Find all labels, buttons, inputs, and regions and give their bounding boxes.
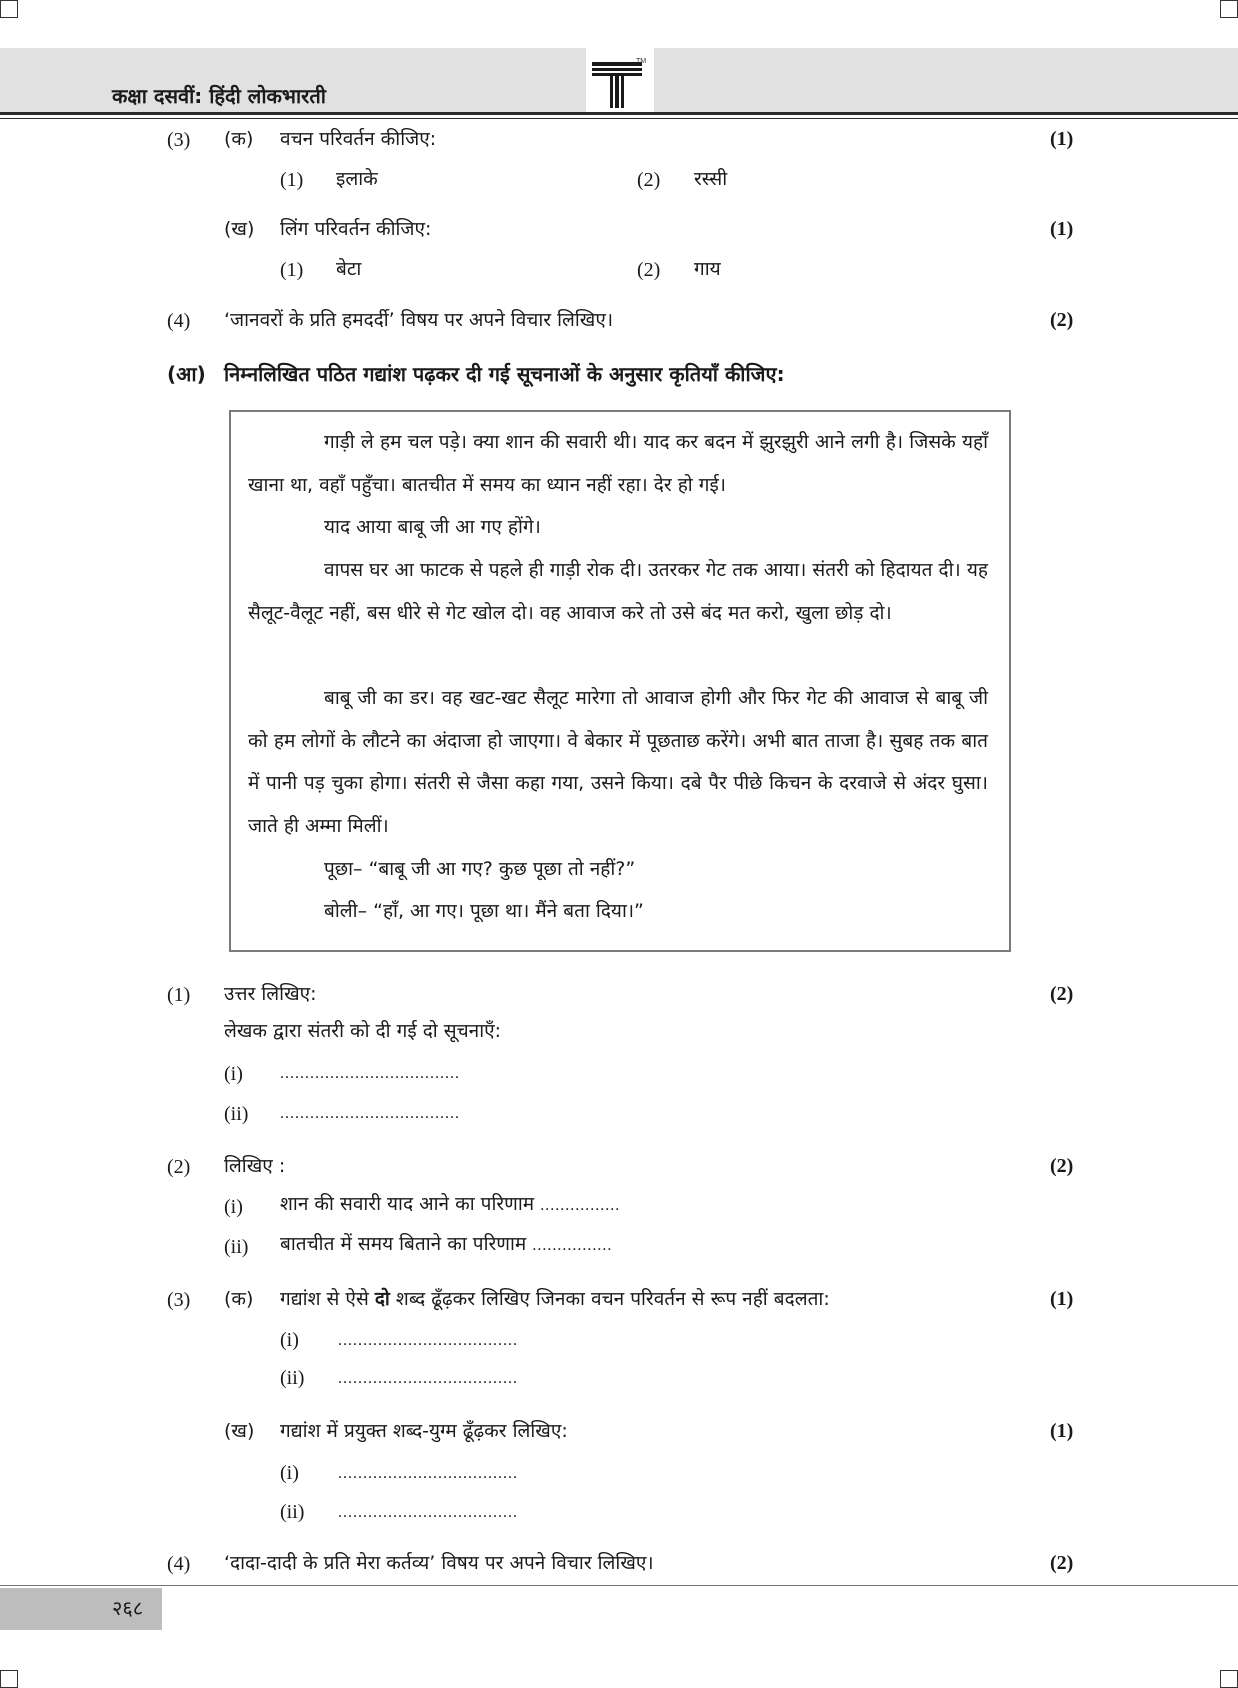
- item-number: (2): [637, 259, 661, 281]
- q-number: (4): [167, 310, 191, 332]
- answer-blank: ....................................: [338, 1332, 518, 1349]
- question-text: वचन परिवर्तन कीजिए:: [280, 128, 437, 150]
- passage-paragraph: बाबू जी का डर। वह खट-खट सैलूट मारेगा तो आवाज होगी और फिर गेट की आवाज से बाबू जी को हम लोगों के लौटने का अंदाजा हो जाएगा। वे बेकार में पूछताछ करेंगे। अभी बात ताजा है। सुबह तक बात में पानी पड़ चुका होगा। संतरी से जैसा कहा गया, उसने किया। दबे पैर पीछे किचन के दरवाजे से अंदर घुसा। जाते ही अम्मा मिलीं।: [248, 687, 988, 837]
- item-prompt: शान की सवारी याद आने का परिणाम: [280, 1193, 535, 1215]
- emphasis-word: दो: [374, 1288, 390, 1310]
- sub-label: (क): [224, 1288, 254, 1310]
- question-text: ‘जानवरों के प्रति हमदर्दी’ विषय पर अपने विचार लिखिए।: [224, 309, 614, 331]
- question-text: लिंग परिवर्तन कीजिए:: [280, 218, 432, 240]
- q-number: (2): [167, 1156, 191, 1178]
- item-label: (i): [280, 1462, 299, 1484]
- item-label: (i): [280, 1329, 299, 1351]
- question-text-pre: गद्यांश से ऐसे: [280, 1288, 369, 1310]
- item-number: (1): [280, 169, 304, 191]
- answer-blank: ....................................: [338, 1465, 518, 1482]
- item-label: (i): [224, 1196, 243, 1218]
- item-word: इलाके: [336, 168, 378, 190]
- passage-paragraph: वापस घर आ फाटक से पहले ही गाड़ी रोक दी। उतरकर गेट तक आया। संतरी को हिदायत दी। यह सैलूट-वैलूट नहीं, बस धीरे से गेट खोल दो। वह आवाज करे तो उसे बंद मत करो, खुला छोड़ दो।: [248, 559, 988, 624]
- question-text: ‘दादा-दादी के प्रति मेरा कर्तव्य’ विषय पर अपने विचार लिखिए।: [224, 1552, 654, 1574]
- item-prompt: बातचीत में समय बिताने का परिणाम: [280, 1233, 527, 1255]
- answer-blank: ....................................: [338, 1370, 518, 1387]
- q-number: (3): [167, 1289, 191, 1311]
- marks: (2): [1050, 983, 1074, 1005]
- question-text: गद्यांश में प्रयुक्त शब्द-युग्म ढूँढ़कर लिखिए:: [280, 1420, 568, 1442]
- q-number: (4): [167, 1553, 191, 1575]
- marks: (2): [1050, 309, 1074, 331]
- item-word: बेटा: [336, 258, 362, 280]
- item-text: [280, 1193, 620, 1216]
- sub-label: (क): [224, 128, 254, 150]
- marks: (1): [1050, 1420, 1074, 1442]
- item-text: [280, 1233, 612, 1256]
- sub-label: (ख): [224, 218, 255, 240]
- marks: (1): [1050, 1288, 1074, 1310]
- item-label: (ii): [224, 1236, 249, 1258]
- passage-paragraph: पूछा– “बाबू जी आ गए? कुछ पूछा तो नहीं?”: [324, 858, 636, 880]
- question-text: [280, 1288, 830, 1311]
- answer-blank: ................: [532, 1237, 613, 1254]
- item-label: (ii): [224, 1103, 249, 1125]
- question-subtext: लेखक द्वारा संतरी को दी गई दो सूचनाएँ:: [224, 1020, 502, 1042]
- question-title: उत्तर लिखिए:: [224, 983, 317, 1005]
- section-label: (आ): [167, 362, 206, 386]
- crop-mark-top-left: [0, 0, 18, 18]
- item-word: गाय: [694, 258, 721, 280]
- answer-blank: ....................................: [280, 1105, 460, 1122]
- item-number: (2): [637, 169, 661, 191]
- page-number: २६८: [112, 1596, 144, 1620]
- passage-paragraph: बोली– “हाँ, आ गए। पूछा था। मैंने बता दिया।”: [324, 900, 644, 922]
- question-title: लिखिए :: [224, 1155, 286, 1177]
- crop-mark-top-right: [1220, 0, 1238, 18]
- header-rule: [0, 112, 1238, 115]
- item-label: (ii): [280, 1367, 305, 1389]
- footer-rule: [0, 1585, 1238, 1586]
- answer-blank: ....................................: [338, 1504, 518, 1521]
- passage-paragraph: याद आया बाबू जी आ गए होंगे।: [324, 516, 541, 538]
- item-label: (ii): [280, 1501, 305, 1523]
- header-rule-thin: [0, 118, 1238, 119]
- item-word: रस्सी: [694, 168, 728, 190]
- answer-blank: ....................................: [280, 1065, 460, 1082]
- crop-mark-bottom-right: [1220, 1670, 1238, 1688]
- q-number: (1): [167, 984, 191, 1006]
- sub-label: (ख): [224, 1420, 255, 1442]
- marks: (1): [1050, 128, 1074, 150]
- passage-paragraph: गाड़ी ले हम चल पड़े। क्या शान की सवारी थी। याद कर बदन में झुरझुरी आने लगी है। जिसके यहाँ खाना था, वहाँ पहुँचा। बातचीत में समय का ध्यान नहीं रहा। देर हो गई।: [248, 431, 988, 496]
- marks: (2): [1050, 1155, 1074, 1177]
- marks: (1): [1050, 218, 1074, 240]
- item-number: (1): [280, 259, 304, 281]
- answer-blank: ................: [540, 1197, 621, 1214]
- q-number: (3): [167, 129, 191, 151]
- marks: (2): [1050, 1552, 1074, 1574]
- crop-mark-bottom-left: [0, 1670, 18, 1688]
- section-heading: निम्नलिखित पठित गद्यांश पढ़कर दी गई सूचनाओं के अनुसार कृतियाँ कीजिए:: [224, 362, 785, 386]
- logo-trademark: TM: [636, 58, 647, 65]
- page-header-title: कक्षा दसवीं: हिंदी लोकभारती: [112, 84, 326, 108]
- item-label: (i): [224, 1063, 243, 1085]
- question-text-post: शब्द ढूँढ़कर लिखिए जिनका वचन परिवर्तन से रूप नहीं बदलता:: [395, 1288, 830, 1310]
